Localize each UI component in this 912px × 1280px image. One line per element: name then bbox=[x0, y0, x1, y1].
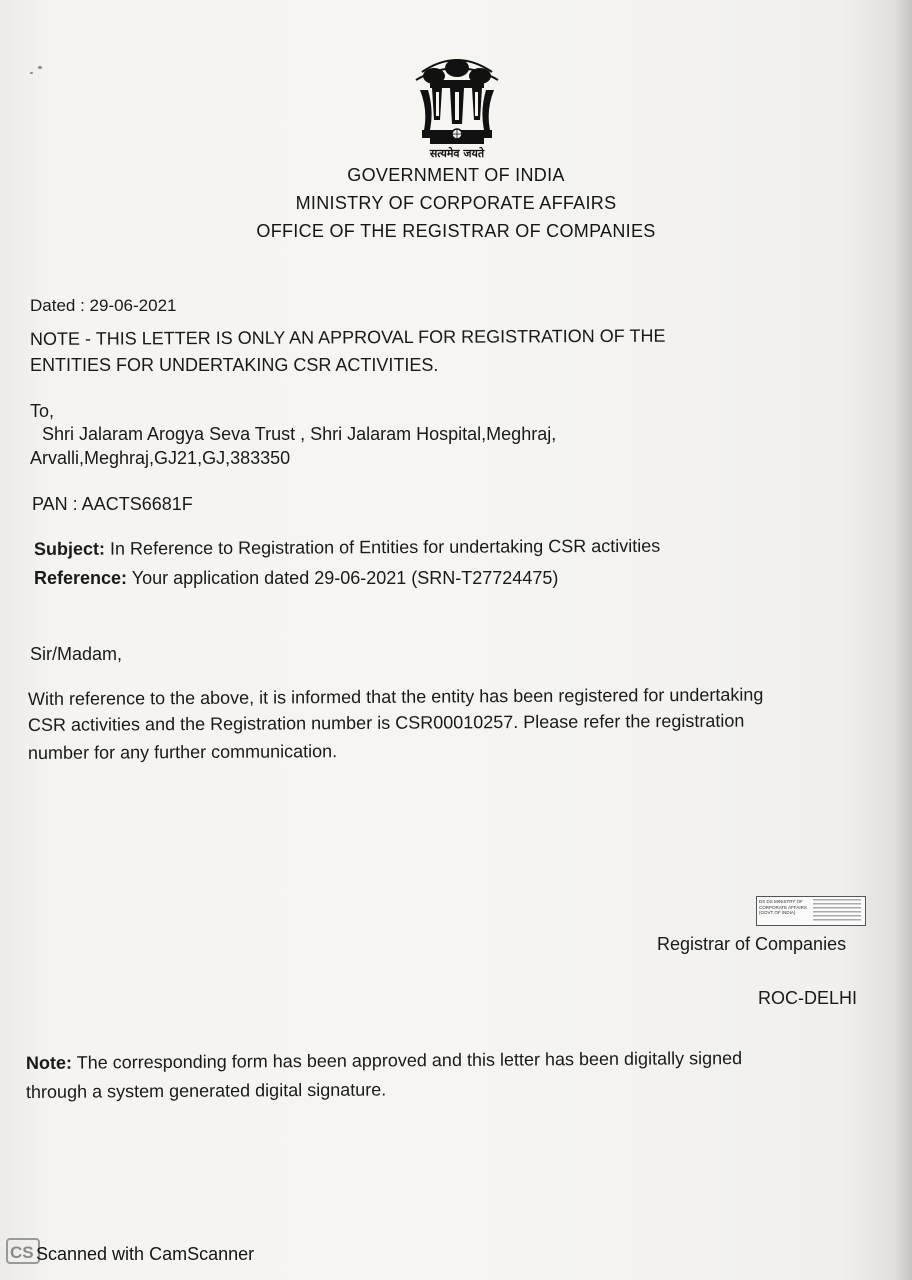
signatory-title: Registrar of Companies bbox=[657, 934, 847, 954]
scan-speck bbox=[30, 72, 33, 74]
reference-label: Reference: bbox=[34, 568, 128, 588]
subject-label: Subject: bbox=[33, 538, 106, 559]
digital-signature-text: DS DS MINISTRY OF CORPORATE AFFAIRS (GOVT OF INDIA) bbox=[759, 899, 807, 915]
footer-note-line bbox=[26, 1045, 742, 1077]
recipient-address-line: Shri Jalaram Arogya Seva Trust , Shri Jalaram Hospital,Meghraj, bbox=[42, 424, 557, 444]
header-office: OFFICE OF THE REGISTRAR OF COMPANIES bbox=[256, 221, 656, 241]
to-label: To, bbox=[30, 401, 55, 421]
footer-note-text: The corresponding form has been approved and this letter has been digitally signed bbox=[71, 1048, 743, 1073]
body-paragraph-line: number for any further communication. bbox=[27, 741, 338, 763]
salutation: Sir/Madam, bbox=[30, 644, 123, 664]
pan-line: PAN : AACTS6681F bbox=[32, 494, 193, 514]
digital-signature-stamp bbox=[756, 896, 866, 926]
recipient-address-line: Arvalli,Meghraj,GJ21,GJ,383350 bbox=[30, 448, 291, 468]
body-paragraph-line: CSR activities and the Registration number is CSR00010257. Please refer the registration bbox=[27, 710, 745, 735]
camscanner-logo-icon: CS bbox=[6, 1238, 40, 1264]
body-paragraph-line: With reference to the above, it is informed that the entity has been registered for undertaking bbox=[27, 684, 764, 709]
header-ministry: MINISTRY OF CORPORATE AFFAIRS bbox=[295, 193, 617, 213]
scan-speck bbox=[38, 66, 42, 69]
reference-line bbox=[34, 565, 558, 592]
subject-line bbox=[34, 533, 660, 563]
footer-note-line: through a system generated digital signature. bbox=[25, 1079, 387, 1102]
dated-line: Dated : 29-06-2021 bbox=[30, 296, 177, 315]
approval-note-line: ENTITIES FOR UNDERTAKING CSR ACTIVITIES. bbox=[30, 355, 439, 375]
subject-text: In Reference to Registration of Entities for undertaking CSR activities bbox=[104, 535, 661, 559]
digital-signature-details bbox=[813, 899, 861, 923]
camscanner-watermark: Scanned with CamScanner bbox=[36, 1244, 255, 1264]
reference-text: Your application dated 29-06-2021 (SRN-T27724475) bbox=[127, 568, 559, 588]
header-government: GOVERNMENT OF INDIA bbox=[347, 165, 565, 185]
signatory-office: ROC-DELHI bbox=[758, 988, 858, 1008]
footer-note-label: Note: bbox=[25, 1052, 73, 1073]
approval-note-line: NOTE - THIS LETTER IS ONLY AN APPROVAL FOR REGISTRATION OF THE bbox=[29, 325, 666, 349]
page-edge-shadow bbox=[894, 0, 912, 1280]
national-emblem-icon bbox=[402, 50, 512, 154]
emblem-motto: सत्यमेव जयते bbox=[429, 147, 485, 160]
